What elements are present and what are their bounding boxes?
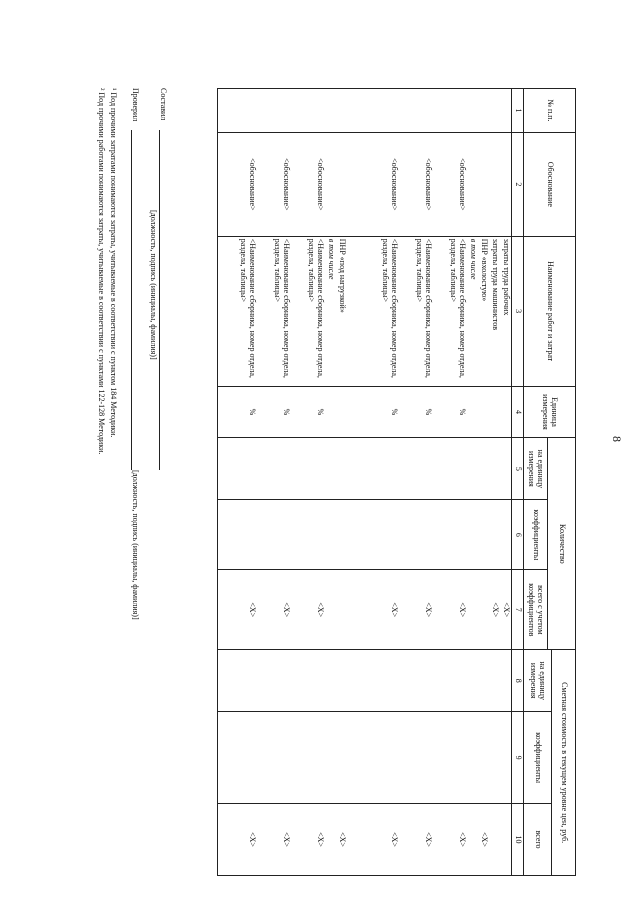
- section-cost-total: <X>: [336, 804, 347, 876]
- footnote-2: ² Под прочими работами понимаются затраты, учитываемые в соответствии с пунктами 122-128 Методики.: [97, 88, 106, 455]
- header-qty-total: всего с учетом коэффициентов: [524, 570, 548, 650]
- header-cost-total: всего: [524, 804, 552, 876]
- row-cost-total: <X>: [347, 804, 399, 876]
- section-subtitle-row: [325, 89, 336, 876]
- col-num: 8: [512, 650, 524, 712]
- row-qty-total: <X>: [257, 570, 291, 650]
- row-basis: <обоснование>: [291, 132, 325, 236]
- footnote-1: ¹ Под прочими затратами понимаются затраты, учитываемые в соответствии с пунктом 184 Методики.: [109, 88, 118, 438]
- row-unit: %: [291, 386, 325, 438]
- col-num: 6: [512, 500, 524, 570]
- row-name: <Наименование сборника, номер отдела, раздела, таблицы>: [217, 236, 257, 386]
- row-qty-total: <X>: [500, 570, 511, 650]
- table-row: [433, 89, 467, 876]
- section-subtitle: в том числе: [325, 236, 336, 386]
- table-row: [291, 89, 325, 876]
- header-qty-coef: коэффициенты: [524, 500, 548, 570]
- checked-hint: [должность, подпись (инициалы, фамилия)]: [131, 470, 140, 620]
- row-basis: <обоснование>: [433, 132, 467, 236]
- checked-label: Проверил: [131, 88, 140, 122]
- header-cost: Сметная стоимость в текущем уровне цен, руб.: [552, 650, 576, 876]
- row-unit: %: [217, 386, 257, 438]
- row-name: <Наименование сборника, номер отдела, раздела, таблицы>: [433, 236, 467, 386]
- header-row-1: [552, 89, 576, 876]
- table-row: [257, 89, 291, 876]
- row-unit: %: [399, 386, 433, 438]
- table-row: [489, 89, 500, 876]
- row-basis: <обоснование>: [399, 132, 433, 236]
- row-unit: %: [257, 386, 291, 438]
- row-name: <Наименование сборника, номер отдела, раздела, таблицы>: [291, 236, 325, 386]
- row-unit: %: [347, 386, 399, 438]
- row-cost-total: <X>: [257, 804, 291, 876]
- table-row: [500, 89, 511, 876]
- header-cost-per-unit: на единицу измерения: [524, 650, 552, 712]
- checked-signature-line: [131, 130, 142, 470]
- section-title-row: [478, 89, 489, 876]
- composed-label: Составил: [159, 88, 168, 121]
- col-num: 5: [512, 438, 524, 500]
- col-num: 2: [512, 132, 524, 236]
- section-title: ПНР «вхолостую»: [478, 236, 489, 386]
- section-subtitle: в том числе: [467, 236, 478, 386]
- page-number: 8: [610, 436, 624, 442]
- row-cost-total: <X>: [433, 804, 467, 876]
- table-row: [347, 89, 399, 876]
- row-name: <Наименование сборника, номер отдела, раздела, таблицы>: [347, 236, 399, 386]
- row-cost-total: <X>: [291, 804, 325, 876]
- row-name: затраты труда машинистов: [489, 236, 500, 386]
- row-name: <Наименование сборника, номер отдела, раздела, таблицы>: [399, 236, 433, 386]
- row-qty-total: <X>: [217, 570, 257, 650]
- header-num: № п.п.: [524, 89, 576, 133]
- row-qty-total: <X>: [489, 570, 500, 650]
- col-num: 4: [512, 386, 524, 438]
- composed-signature-line: [159, 130, 170, 470]
- row-cost-total: <X>: [217, 804, 257, 876]
- row-basis: <обоснование>: [257, 132, 291, 236]
- col-num: 10: [512, 804, 524, 876]
- table-row: [399, 89, 433, 876]
- col-num: 7: [512, 570, 524, 650]
- header-qty-per-unit: на единицу измерения: [524, 438, 548, 500]
- row-basis: <обоснование>: [217, 132, 257, 236]
- estimate-table: [217, 88, 576, 876]
- row-basis: <обоснование>: [347, 132, 399, 236]
- header-name: Наименование работ и затрат: [524, 236, 576, 386]
- column-numbers-row: [512, 89, 524, 876]
- row-unit: %: [433, 386, 467, 438]
- row-qty-total: <X>: [399, 570, 433, 650]
- row-qty-total: <X>: [347, 570, 399, 650]
- col-num: 9: [512, 712, 524, 804]
- section-title-row: [336, 89, 347, 876]
- table-row: [217, 89, 257, 876]
- header-unit: Единица измерения: [524, 386, 576, 438]
- row-qty-total: <X>: [433, 570, 467, 650]
- row-qty-total: <X>: [291, 570, 325, 650]
- section-subtitle-row: [467, 89, 478, 876]
- col-num: 1: [512, 89, 524, 133]
- section-title: ПНР «под нагрузкой»: [336, 236, 347, 386]
- header-quantity: Количество: [548, 438, 576, 650]
- row-name: затраты труда рабочих: [500, 236, 511, 386]
- header-cost-coef: коэффициенты: [524, 712, 552, 804]
- row-cost-total: <X>: [399, 804, 433, 876]
- section-cost-total: <X>: [478, 804, 489, 876]
- header-basis: Обоснование: [524, 132, 576, 236]
- row-name: <Наименование сборника, номер отдела, раздела, таблицы>: [257, 236, 291, 386]
- col-num: 3: [512, 236, 524, 386]
- composed-hint: [должность, подпись (инициалы, фамилия)]: [149, 210, 158, 360]
